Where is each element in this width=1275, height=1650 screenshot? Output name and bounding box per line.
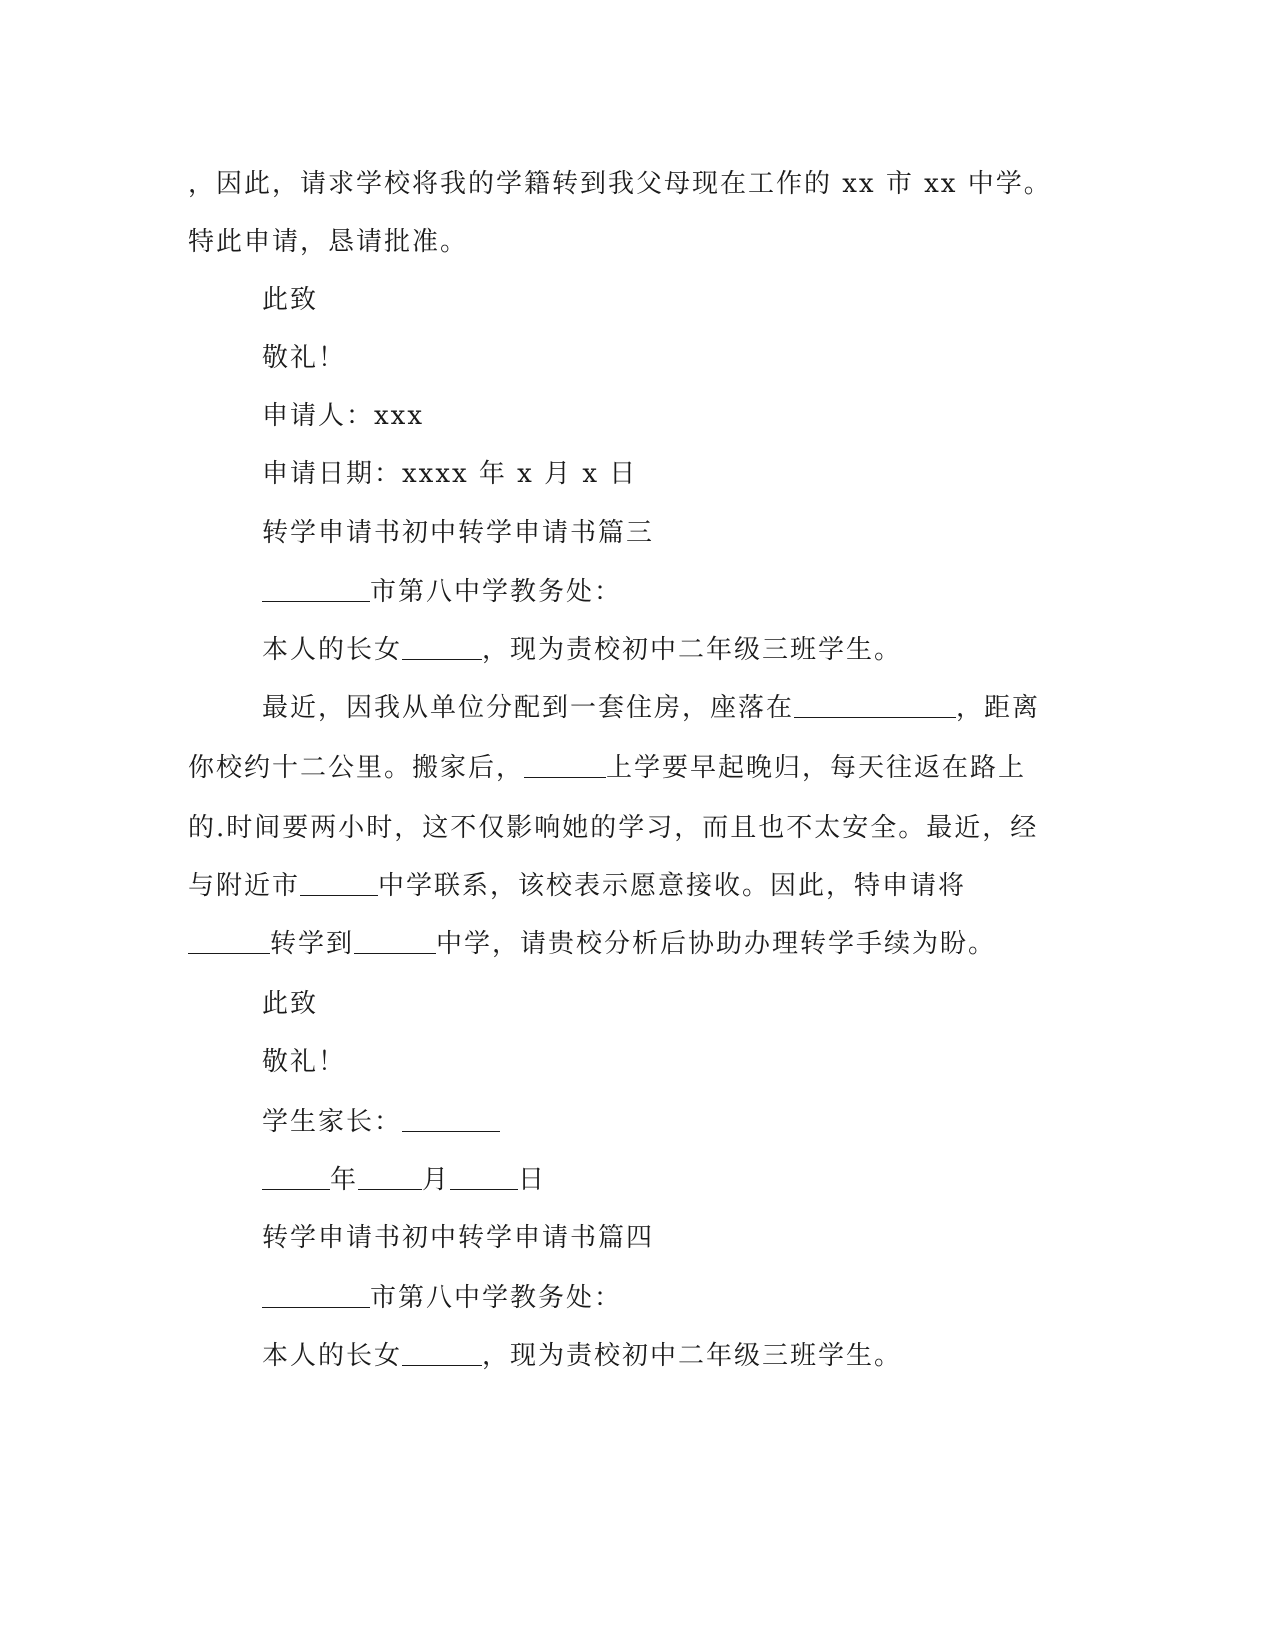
fill-blank — [794, 693, 956, 718]
paragraph-line: ，因此，请求学校将我的学籍转到我父母现在工作的 xx 市 xx 中学。 — [188, 169, 1052, 199]
body-line — [188, 928, 996, 960]
closing-line: 此致 — [262, 989, 319, 1019]
body-text: 中学联系，该校表示愿意接收。因此，特申请将 — [378, 871, 967, 901]
intro-suffix: ，现为责校初中二年级三班学生。 — [482, 1341, 903, 1371]
signer-line — [262, 1106, 500, 1138]
fill-blank — [450, 1165, 518, 1190]
body-text: 最近，因我从单位分配到一套住房，座落在 — [262, 693, 795, 723]
fill-blank — [524, 753, 606, 778]
intro-line — [262, 634, 902, 666]
closing-line: 此致 — [262, 285, 319, 315]
intro-suffix: ，现为责校初中二年级三班学生。 — [482, 635, 903, 665]
fill-blank — [402, 1107, 500, 1132]
fill-blank — [262, 1283, 370, 1308]
body-line — [188, 870, 966, 902]
section-heading: 转学申请书初中转学申请书篇三 — [262, 518, 655, 548]
addressee-line — [262, 576, 622, 608]
signer-label: 学生家长： — [262, 1107, 403, 1137]
fill-blank — [188, 929, 270, 954]
intro-prefix: 本人的长女 — [262, 635, 403, 665]
date-month-label: 月 — [422, 1165, 451, 1195]
body-text: 中学，请贵校分析后协助办理转学手续为盼。 — [436, 929, 997, 959]
closing-line: 敬礼！ — [262, 343, 347, 373]
date-year-label: 年 — [330, 1165, 359, 1195]
fill-blank — [354, 929, 436, 954]
body-line — [262, 692, 1040, 724]
body-text: 你校约十二公里。搬家后， — [188, 753, 525, 783]
date-line: 申请日期：xxxx 年 x 月 x 日 — [262, 459, 638, 489]
body-line — [188, 752, 1026, 784]
section-heading: 转学申请书初中转学申请书篇四 — [262, 1223, 655, 1253]
body-text: 转学到 — [270, 929, 355, 959]
fill-blank — [300, 871, 378, 896]
closing-line: 敬礼！ — [262, 1047, 347, 1077]
body-text: 上学要早起晚归，每天往返在路上 — [606, 753, 1027, 783]
date-day-label: 日 — [518, 1165, 547, 1195]
fill-blank — [358, 1165, 422, 1190]
body-text: ，距离 — [956, 693, 1041, 723]
addressee-line — [262, 1282, 622, 1314]
fill-blank — [262, 577, 370, 602]
intro-prefix: 本人的长女 — [262, 1341, 403, 1371]
paragraph-line: 特此申请，恳请批准。 — [188, 227, 469, 257]
addressee-text: 市第八中学教务处： — [370, 1283, 623, 1313]
addressee-text: 市第八中学教务处： — [370, 577, 623, 607]
intro-line — [262, 1340, 902, 1372]
fill-blank — [262, 1165, 330, 1190]
fill-blank — [402, 635, 482, 660]
applicant-line: 申请人：xxx — [262, 401, 424, 431]
date-line — [262, 1164, 546, 1196]
body-line: 的.时间要两小时，这不仅影响她的学习，而且也不太安全。最近，经 — [188, 813, 1039, 843]
fill-blank — [402, 1341, 482, 1366]
body-text: 与附近市 — [188, 871, 301, 901]
